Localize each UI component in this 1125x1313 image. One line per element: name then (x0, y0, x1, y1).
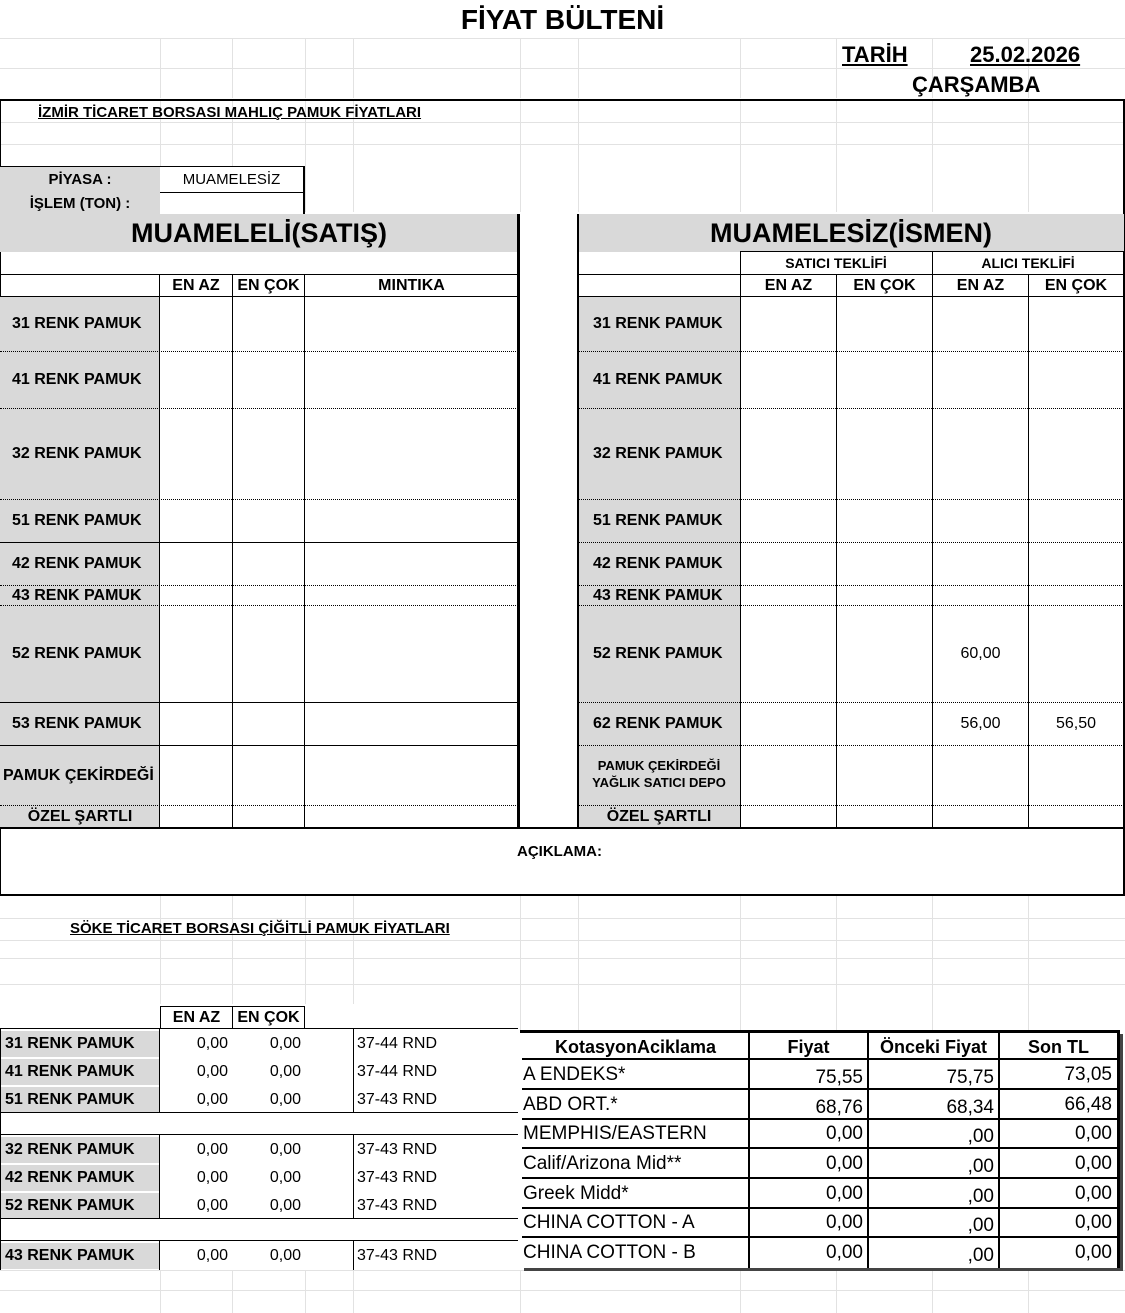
kotasyon-row-name: CHINA COTTON - A (523, 1211, 695, 1233)
alici-en-cok-header: EN ÇOK (1044, 276, 1108, 294)
kotasyon-header-son-tl: Son TL (1028, 1037, 1089, 1057)
right-row-cekirdek: PAMUK ÇEKİRDEĞİ (597, 757, 721, 773)
left-en-az-header: EN AZ (172, 276, 220, 294)
satici-en-az-header: EN AZ (764, 276, 813, 294)
left-row-42: 42 RENK PAMUK (12, 555, 142, 572)
right-row-43: 43 RENK PAMUK (593, 586, 723, 604)
soke-row-rnd: 37-43 RND (357, 1141, 438, 1158)
left-row-31: 31 RENK PAMUK (12, 315, 142, 332)
kotasyon-row-onceki: ,00 (967, 1214, 994, 1236)
soke-row-rnd: 37-43 RND (357, 1090, 438, 1108)
soke-row-en-cok: 0,00 (269, 1035, 301, 1052)
soke-en-az-header: EN AZ (160, 1006, 232, 1028)
kotasyon-row-name: CHINA COTTON - B (523, 1241, 696, 1263)
date-label: TARİH (842, 42, 908, 67)
izmir-section-title: İZMİR TİCARET BORSASI MAHLIÇ PAMUK FİYATLARI (38, 104, 422, 121)
kotasyon-row-son-tl: 0,00 (1075, 1152, 1112, 1174)
kotasyon-row-name: MEMPHIS/EASTERN (523, 1122, 707, 1144)
right-row-51: 51 RENK PAMUK (593, 512, 723, 529)
kotasyon-row-onceki: ,00 (967, 1244, 994, 1266)
kotasyon-row-son-tl: 0,00 (1075, 1211, 1112, 1233)
soke-row-rnd: 37-43 RND (357, 1169, 438, 1186)
piyasa-value: MUAMELESİZ (160, 166, 304, 192)
date-value: 25.02.2026 (970, 42, 1081, 67)
left-row-43: 43 RENK PAMUK (12, 586, 142, 604)
kotasyon-row-son-tl: 66,48 (1064, 1093, 1112, 1115)
kotasyon-row-son-tl: 0,00 (1075, 1122, 1112, 1144)
left-row-51: 51 RENK PAMUK (12, 512, 142, 529)
soke-row-en-az: 0,00 (196, 1090, 228, 1108)
satici-teklifi-header: SATICI TEKLİFİ (785, 255, 887, 271)
kotasyon-header-aciklama: KotasyonAciklama (554, 1037, 717, 1057)
soke-row-rnd: 37-44 RND (357, 1035, 438, 1052)
left-row-52: 52 RENK PAMUK (12, 645, 142, 662)
muamelesiz-title: MUAMELESİZ(İSMEN) (578, 214, 1124, 252)
mintika-header: MINTIKA (378, 276, 445, 294)
right-row-32: 32 RENK PAMUK (593, 445, 723, 462)
left-row-cekirdek: PAMUK ÇEKİRDEĞİ (3, 766, 154, 784)
bulletin-title: FİYAT BÜLTENİ (0, 2, 1125, 38)
kotasyon-row-fiyat: 0,00 (826, 1241, 863, 1263)
soke-row-en-cok: 0,00 (269, 1063, 301, 1080)
left-row-32: 32 RENK PAMUK (12, 445, 142, 462)
left-row-41: 41 RENK PAMUK (12, 371, 142, 388)
right-row-ozel: ÖZEL ŞARTLI (606, 807, 712, 825)
soke-section-title: SÖKE TİCARET BORSASI ÇİĞİTLİ PAMUK FİYATLARI (70, 920, 450, 937)
right-row-62: 62 RENK PAMUK (593, 715, 723, 732)
kotasyon-row-name: Calif/Arizona Mid** (523, 1152, 682, 1174)
right-row-yaglik: YAĞLIK SATICI DEPO (592, 774, 726, 790)
left-row-53: 53 RENK PAMUK (12, 715, 142, 732)
soke-row-name: 31 RENK PAMUK (1, 1031, 159, 1057)
left-en-cok-header: EN ÇOK (237, 276, 300, 294)
kotasyon-row-name: ABD ORT.* (523, 1093, 618, 1115)
satici-en-cok-header: EN ÇOK (853, 276, 916, 294)
kotasyon-row-onceki: ,00 (967, 1125, 994, 1147)
soke-row-name: 52 RENK PAMUK (1, 1193, 159, 1218)
right-row-31: 31 RENK PAMUK (593, 315, 723, 332)
kotasyon-row-onceki: ,00 (967, 1185, 994, 1207)
soke-row-en-az: 0,00 (196, 1247, 228, 1264)
soke-row-en-cok: 0,00 (269, 1169, 301, 1186)
kotasyon-row-onceki: 75,75 (946, 1066, 994, 1088)
day-name: ÇARŞAMBA (912, 72, 1041, 97)
soke-row-rnd: 37-43 RND (357, 1247, 438, 1264)
kotasyon-row-fiyat: 75,55 (815, 1066, 863, 1088)
soke-row-en-cok: 0,00 (269, 1141, 301, 1158)
kotasyon-row-fiyat: 0,00 (826, 1122, 863, 1144)
val-62-alici-en-az: 56,00 (960, 715, 1001, 732)
soke-row-en-az: 0,00 (196, 1141, 228, 1158)
kotasyon-row-son-tl: 0,00 (1075, 1241, 1112, 1263)
soke-row-rnd: 37-43 RND (357, 1196, 438, 1214)
kotasyon-row-fiyat: 0,00 (826, 1152, 863, 1174)
alici-teklifi-header: ALICI TEKLİFİ (981, 255, 1075, 271)
aciklama-label: AÇIKLAMA: (517, 843, 602, 860)
kotasyon-row-son-tl: 73,05 (1064, 1063, 1112, 1085)
kotasyon-row-fiyat: 0,00 (826, 1182, 863, 1204)
right-row-42: 42 RENK PAMUK (593, 555, 723, 572)
kotasyon-row-name: A ENDEKS* (523, 1063, 626, 1085)
kotasyon-row-onceki: 68,34 (946, 1096, 994, 1118)
kotasyon-row-onceki: ,00 (967, 1155, 994, 1177)
kotasyon-row-fiyat: 68,76 (815, 1096, 863, 1118)
val-62-alici-en-cok: 56,50 (1055, 715, 1097, 732)
soke-row-en-az: 0,00 (196, 1035, 228, 1052)
soke-row-en-az: 0,00 (196, 1063, 228, 1080)
kotasyon-row-son-tl: 0,00 (1075, 1182, 1112, 1204)
soke-row-rnd: 37-44 RND (357, 1063, 438, 1080)
right-row-41: 41 RENK PAMUK (593, 371, 723, 388)
right-row-52: 52 RENK PAMUK (593, 645, 723, 662)
val-52-alici-en-az: 60,00 (960, 645, 1001, 662)
soke-row-en-cok: 0,00 (269, 1196, 301, 1214)
soke-row-en-az: 0,00 (196, 1196, 228, 1214)
islem-label: İŞLEM (TON) : (0, 192, 160, 214)
soke-row-en-az: 0,00 (196, 1169, 228, 1186)
islem-value (160, 192, 304, 214)
soke-row-name: 41 RENK PAMUK (1, 1059, 159, 1085)
left-row-ozel: ÖZEL ŞARTLI (27, 807, 133, 825)
soke-row-name: 51 RENK PAMUK (1, 1087, 159, 1112)
kotasyon-header-fiyat: Fiyat (787, 1037, 830, 1057)
soke-row-en-cok: 0,00 (269, 1247, 301, 1264)
soke-en-cok-header: EN ÇOK (232, 1006, 305, 1028)
soke-row-en-cok: 0,00 (269, 1090, 301, 1108)
piyasa-label: PİYASA : (0, 166, 160, 192)
kotasyon-row-name: Greek Midd* (523, 1182, 629, 1204)
alici-en-az-header: EN AZ (956, 276, 1005, 294)
soke-row-name: 43 RENK PAMUK (1, 1243, 159, 1269)
soke-row-name: 42 RENK PAMUK (1, 1165, 159, 1191)
kotasyon-row-fiyat: 0,00 (826, 1211, 863, 1233)
soke-row-name: 32 RENK PAMUK (1, 1137, 159, 1163)
kotasyon-header-onceki: Önceki Fiyat (879, 1037, 988, 1057)
muameleli-title: MUAMELELİ(SATIŞ) (0, 214, 518, 252)
